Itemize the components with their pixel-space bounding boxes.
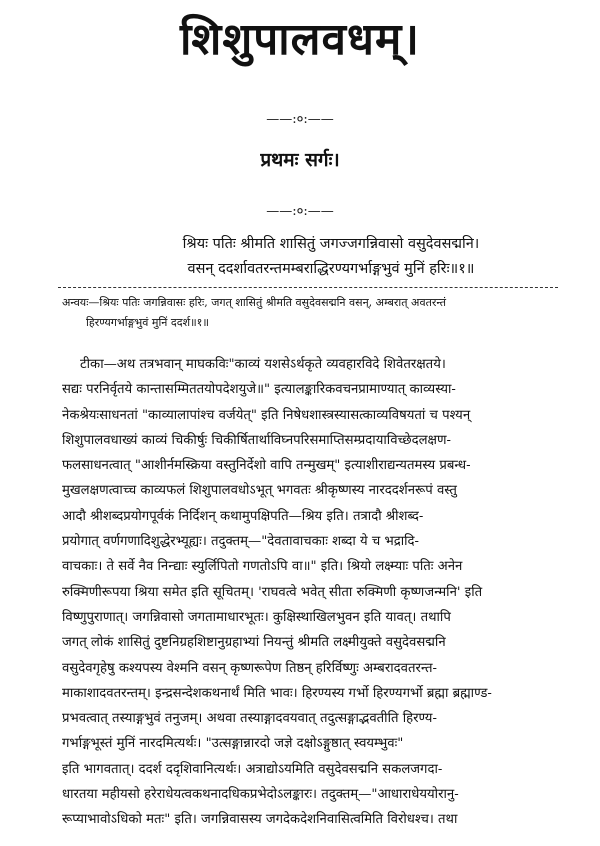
commentary-line: वसुदेवगृहेषु कश्यपस्य वेश्मनि वसन् कृष्णरूपेण तिष्ठन् हरिर्विष्णुः अम्बरादवतरन्त- bbox=[62, 660, 437, 676]
anvaya-line: अन्वयः—श्रियः पतिः जगन्निवासः हरिः, जगत् शासितुं श्रीमति वसुदेवसद्मनि वसन्, अम्बरात् अवतरन्तं bbox=[62, 296, 446, 309]
commentary-line: रूप्याभावोऽधिको मतः" इति। जगन्निवासस्य जगदेकदेशनिवासित्वमिति विरोधश्च। तथा bbox=[62, 812, 458, 828]
separator-rule bbox=[58, 287, 558, 288]
anvaya-line: हिरण्यगर्भाङ्गभुवं मुनिं ददर्श॥१॥ bbox=[86, 316, 209, 329]
verse-line-2: वसन् ददर्शावतरन्तमम्बराद्धिरण्यगर्भाङ्गभुवं मुनिं हरिः॥१॥ bbox=[187, 261, 475, 277]
commentary-line: फलसाधनत्वात् "आशीर्नमस्क्रिया वस्तुनिर्देशो वापि तन्मुखम्" इत्याशीराद्यन्यतमस्य प्रबन्ध- bbox=[62, 458, 471, 474]
commentary-line: माकाशादवतरन्तम्। इन्द्रसन्देशकथनार्थं मिति भावः। हिरण्यस्य गर्भो हिरण्यगर्भो ब्रह्मा ब्रह्माण्ड- bbox=[62, 685, 492, 701]
ornament-divider-bottom: ——:०:—— bbox=[266, 204, 334, 219]
canto-heading: प्रथमः सर्गः। bbox=[260, 149, 340, 171]
commentary-line: जगत् लोकं शासितुं दुष्टनिग्रहशिष्टानुग्रहाभ्यां नियन्तुं श्रीमति लक्ष्मीयुक्ते वसुदेवसद्मनि bbox=[62, 635, 446, 651]
commentary-line: इति भागवतात्। ददर्श ददृशिवानित्यर्थः। अत्राद्योऽयमिति वसुदेवसद्मनि सकलजगदा- bbox=[62, 761, 443, 777]
commentary-line: नेकश्रेयःसाधनतां "काव्यालापांश्च वर्जयेत्" इति निषेधशास्त्रस्यासत्काव्यविषयतां च पश्यन् bbox=[62, 407, 471, 423]
commentary-line: सद्यः परनिर्वृतये कान्तासम्मिततयोपदेशयुजे॥" इत्यालङ्कारिकवचनप्रामाण्यात् काव्यस्या- bbox=[62, 382, 456, 398]
page-title: शिशुपालवधम्। bbox=[180, 14, 420, 65]
commentary-line: रुक्मिणीरूपया श्रिया समेत इति सूचितम्। 'राघवत्वे भवेत् सीता रुक्मिणी कृष्णजन्मनि' इति bbox=[62, 584, 483, 600]
commentary-line: विष्णुपुराणात्। जगन्निवासो जगतामाधारभूतः। कुक्षिस्थाखिलभुवन इति यावत्। तथापि bbox=[62, 609, 451, 625]
anvaya-block bbox=[62, 293, 560, 333]
verse-line-1: श्रियः पतिः श्रीमति शासितुं जगज्जगन्निवासो वसुदेवसद्मनि। bbox=[182, 236, 480, 252]
commentary-line: टीका—अथ तत्रभवान् माघकविः"काव्यं यशसेऽर्थकृते व्यवहारविदे शिवेतरक्षतये। bbox=[80, 357, 446, 372]
commentary-line: गर्भाङ्गभूस्तं मुनिं नारदमित्यर्थः। "उत्सङ्गान्नारदो जज्ञे दक्षोऽङ्गुष्ठात् स्वयम्भुवः" bbox=[62, 736, 404, 752]
commentary-line: धारतया महीयसो हरेराधेयत्वकथनादधिकप्रभेदोऽलङ्कारः। तदुक्तम्—"आधाराधेययोरानु- bbox=[62, 787, 459, 803]
commentary-line: प्रभवत्वात् तस्याङ्गभुवं तनुजम्। अथवा तस्याङ्गादवयवात् तदुत्सङ्गाद्भवतीति हिरण्य- bbox=[62, 711, 437, 727]
commentary-line: मुखलक्षणत्वाच्च काव्यफलं शिशुपालवधोऽभूत् भगवतः श्रीकृष्णस्य नारददर्शनरूपं वस्तु bbox=[62, 483, 457, 499]
ornament-divider-top: ——:०:—— bbox=[266, 112, 334, 127]
commentary-line: शिशुपालवधाख्यं काव्यं चिकीर्षुः चिकीर्षितार्थाविघ्नपरिसमाप्तिसम्प्रदायाविच्छेदलक्षण- bbox=[62, 432, 452, 448]
commentary-block bbox=[62, 352, 562, 833]
commentary-line: आदौ श्रीशब्दप्रयोगपूर्वकं निर्दिशन् कथामुपक्षिपति—श्रिय इति। तत्रादौ श्रीशब्द- bbox=[62, 508, 424, 524]
commentary-line: प्रयोगात् वर्णगणादिशुद्धेरभ्यूह्यः। तदुक्तम्—"देवतावाचकाः शब्दा ये च भद्रादि- bbox=[62, 534, 420, 550]
commentary-line: वाचकाः। ते सर्वे नैव निन्द्याः स्युर्लिपितो गणतोऽपि वा॥" इति। श्रियो लक्ष्म्याः पतिः अनेन bbox=[62, 559, 463, 575]
